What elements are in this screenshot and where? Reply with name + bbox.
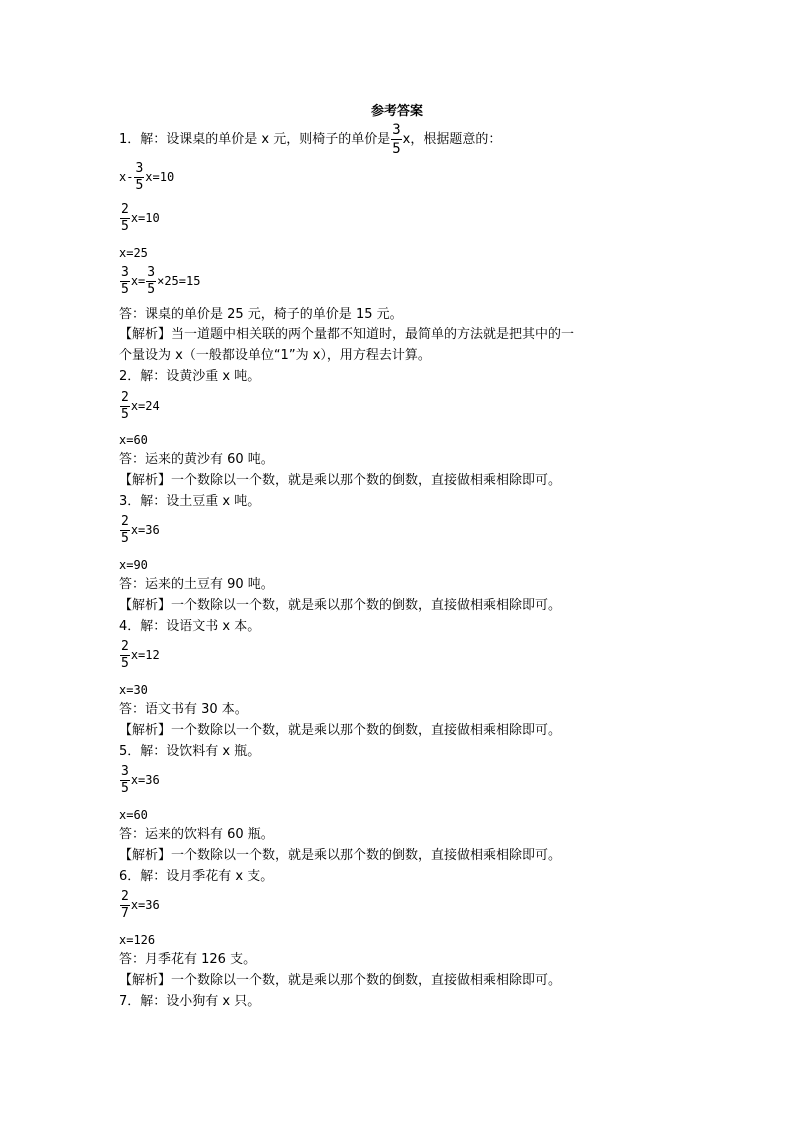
- equation-fraction: [120, 765, 130, 796]
- q6-equation: [119, 890, 160, 921]
- fraction-numerator: 2: [121, 390, 129, 405]
- fraction-denominator: 5: [121, 531, 129, 546]
- fraction-numerator: 3: [147, 265, 156, 280]
- equation-fraction: [120, 266, 130, 297]
- fraction-denominator: 5: [121, 407, 129, 422]
- q1-equation-3: x=25: [119, 246, 148, 260]
- q2-analysis: 【解析】一个数除以一个数，就是乘以那个数的倒数，直接做相乘相除即可。: [119, 473, 562, 488]
- equation-text: x=: [130, 274, 146, 288]
- equation-fraction: [134, 162, 144, 193]
- q2-equation: [119, 391, 160, 422]
- q5-result: x=60: [119, 808, 148, 822]
- q2-answer: 答：运来的黄沙有 60 吨。: [119, 452, 274, 467]
- q4-analysis: 【解析】一个数除以一个数，就是乘以那个数的倒数，直接做相乘相除即可。: [119, 723, 562, 738]
- q5-equation: [119, 765, 160, 796]
- q1-equation-2: [119, 203, 160, 234]
- q4-setup: 4．解：设语文书 x 本。: [119, 619, 261, 634]
- equation-text: x=10: [145, 170, 175, 184]
- fraction-numerator: 3: [135, 161, 144, 176]
- q3-equation: [119, 515, 160, 546]
- equation-fraction: [120, 515, 130, 546]
- q1-equation-4: [119, 266, 200, 297]
- q1-setup-text-end: x，根据题意的：: [402, 132, 502, 147]
- fraction-denominator: 5: [147, 282, 156, 297]
- fraction-denominator: 5: [392, 141, 401, 157]
- q1-analysis-line-2: 个量设为 x（一般都设单位“1”为 x），用方程去计算。: [119, 348, 431, 363]
- fraction-denominator: 5: [121, 219, 129, 234]
- q1-equation-1: [119, 162, 174, 193]
- fraction-numerator: 2: [121, 889, 129, 904]
- equation-text: x=24: [130, 399, 160, 413]
- fraction-denominator: 5: [135, 178, 144, 193]
- fraction-numerator: 3: [392, 122, 401, 138]
- page-title: 参考答案: [370, 104, 423, 119]
- q4-answer: 答：语文书有 30 本。: [119, 702, 248, 717]
- q2-result: x=60: [119, 433, 148, 447]
- equation-text: x=12: [130, 648, 160, 662]
- fraction-numerator: 3: [121, 764, 129, 779]
- q1-setup: [119, 122, 501, 157]
- q5-answer: 答：运来的饮料有 60 瓶。: [119, 827, 274, 842]
- q6-answer: 答：月季花有 126 支。: [119, 952, 257, 967]
- fraction-denominator: 7: [121, 906, 129, 921]
- fraction-numerator: 2: [121, 202, 129, 217]
- q3-answer: 答：运来的土豆有 90 吨。: [119, 577, 274, 592]
- q1-answer: 答：课桌的单价是 25 元，椅子的单价是 15 元。: [119, 307, 403, 322]
- equation-text: ×25=15: [157, 274, 201, 288]
- equation-text: x=36: [130, 898, 160, 912]
- equation-text: x=10: [130, 211, 160, 225]
- fraction-denominator: 5: [121, 282, 129, 297]
- fraction-numerator: 3: [121, 265, 129, 280]
- q6-setup: 6．解：设月季花有 x 支。: [119, 869, 274, 884]
- q3-setup: 3．解：设土豆重 x 吨。: [119, 494, 261, 509]
- q7-setup: 7．解：设小狗有 x 只。: [119, 994, 261, 1009]
- q3-analysis: 【解析】一个数除以一个数，就是乘以那个数的倒数，直接做相乘相除即可。: [119, 598, 562, 613]
- equation-fraction: [120, 391, 130, 422]
- q1-analysis-line-1: 【解析】当一道题中相关联的两个量都不知道时，最简单的方法就是把其中的一: [119, 327, 575, 342]
- q4-result: x=30: [119, 683, 148, 697]
- q6-result: x=126: [119, 933, 156, 947]
- q1-setup-fraction: [391, 122, 401, 157]
- equation-text: x=36: [130, 773, 160, 787]
- equation-text: x-: [119, 170, 134, 184]
- q6-analysis: 【解析】一个数除以一个数，就是乘以那个数的倒数，直接做相乘相除即可。: [119, 973, 562, 988]
- equation-text: x=36: [130, 523, 160, 537]
- q3-result: x=90: [119, 558, 148, 572]
- fraction-denominator: 5: [121, 656, 129, 671]
- equation-fraction: [120, 890, 130, 921]
- q5-setup: 5．解：设饮料有 x 瓶。: [119, 744, 261, 759]
- equation-fraction: [120, 640, 130, 671]
- equation-fraction: [146, 266, 156, 297]
- fraction-numerator: 2: [121, 514, 129, 529]
- fraction-denominator: 5: [121, 781, 129, 796]
- q2-setup: 2．解：设黄沙重 x 吨。: [119, 369, 261, 384]
- equation-fraction: [120, 203, 130, 234]
- q5-analysis: 【解析】一个数除以一个数，就是乘以那个数的倒数，直接做相乘相除即可。: [119, 848, 562, 863]
- q4-equation: [119, 640, 160, 671]
- fraction-numerator: 2: [121, 639, 129, 654]
- q1-setup-text: 1．解：设课桌的单价是 x 元，则椅子的单价是: [119, 132, 391, 147]
